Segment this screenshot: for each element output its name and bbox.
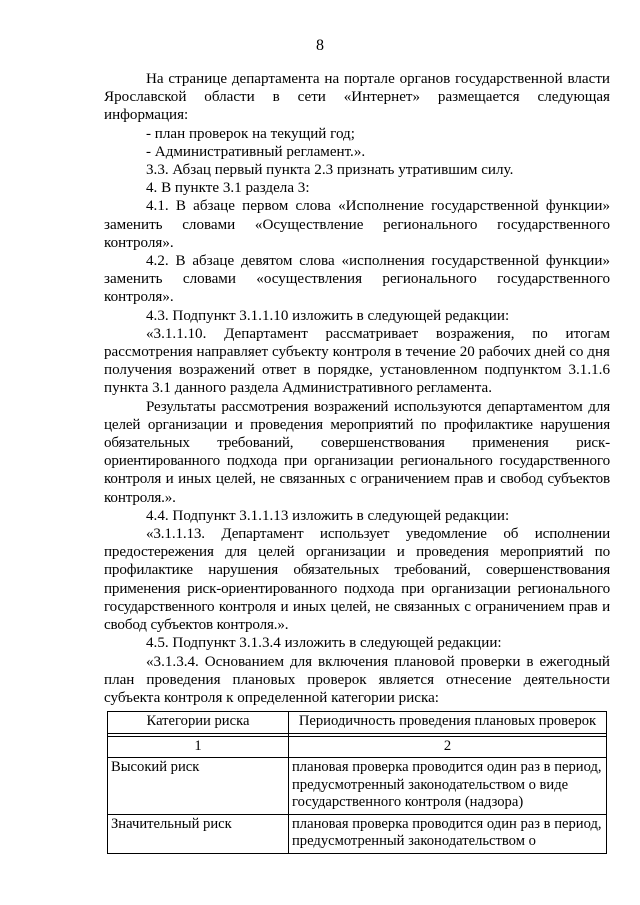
paragraph-4-3: 4.3. Подпункт 3.1.1.10 изложить в следующей редакции: — [146, 307, 510, 324]
table-row — [108, 814, 607, 853]
column-number-1: 1 — [108, 736, 289, 758]
list-item-plan: - план проверок на текущий год; — [146, 125, 355, 142]
table-number-row — [108, 736, 607, 758]
document-body — [104, 70, 610, 707]
table-header-row — [108, 712, 607, 734]
list-item-regulation: - Административный регламент.». — [146, 143, 366, 160]
paragraph-4-1: 4.1. В абзаце первом слова «Исполнение государственной функции» заменить словами «Осуществление регионального государственного контроля». — [104, 198, 610, 251]
paragraph-results: Результаты рассмотрения возражений используются департаментом для целей организации и проведения мероприятий по профилактике нарушения обязательных требований, совершенствования применения риск-ориентированного подхода при организации регионального государственного контроля и иных целей, не связанных с ограничением прав и свобод субъектов контроля.». — [104, 398, 610, 506]
paragraph-3-1-1-13: «3.1.1.13. Департамент использует уведомление об исполнении предостережения для целей организации и проведения мероприятий по профилактике нарушения обязательных требований, совершенствования применения риск-ориентированного подхода при организации регионального государственного контроля и иных целей, не связанных с ограничением прав и свобод субъектов контроля.». — [104, 526, 610, 634]
paragraph-3-3: 3.3. Абзац первый пункта 2.3 признать утратившим силу. — [146, 162, 514, 179]
paragraph-4-4: 4.4. Подпункт 3.1.1.13 изложить в следующей редакции: — [146, 507, 510, 524]
column-number-2: 2 — [289, 736, 607, 758]
paragraph-4: 4. В пункте 3.1 раздела 3: — [146, 180, 310, 197]
risk-category-table — [107, 711, 607, 854]
cell-risk-category: Высокий риск — [108, 758, 289, 815]
cell-periodicity: плановая проверка проводится один раз в период, предусмотренный законодательством о виде государственного контроля (надзора) — [289, 758, 607, 815]
table-row — [108, 758, 607, 815]
paragraph-4-5: 4.5. Подпункт 3.1.3.4 изложить в следующей редакции: — [146, 635, 502, 652]
header-cell-periodicity: Периодичность проведения плановых проверок — [289, 712, 607, 734]
page-number: 8 — [316, 37, 324, 54]
header-cell-category: Категории риска — [108, 712, 289, 734]
cell-risk-category: Значительный риск — [108, 814, 289, 853]
paragraph-4-2: 4.2. В абзаце девятом слова «исполнения государственной функции» заменить словами «осуществления регионального государственного контроля». — [104, 253, 610, 306]
paragraph-info-portal: На странице департамента на портале органов государственной власти Ярославской области в сети «Интернет» размещается следующая информация: — [104, 71, 610, 124]
paragraph-3-1-1-10: «3.1.1.10. Департамент рассматривает возражения, по итогам рассмотрения направляет субъекту контроля в течение 20 рабочих дней со дня получения возражений ответ в порядке, установленном подпунктом 3.1.1.6 пункта 3.1 данного раздела Административного регламента. — [104, 325, 610, 397]
cell-periodicity: плановая проверка проводится один раз в период, предусмотренный законодательством о — [289, 814, 607, 853]
paragraph-3-1-3-4: «3.1.3.4. Основанием для включения плановой проверки в ежегодный план проведения плановых проверок является отнесение деятельности субъекта контроля к определенной категории риска: — [104, 653, 610, 706]
